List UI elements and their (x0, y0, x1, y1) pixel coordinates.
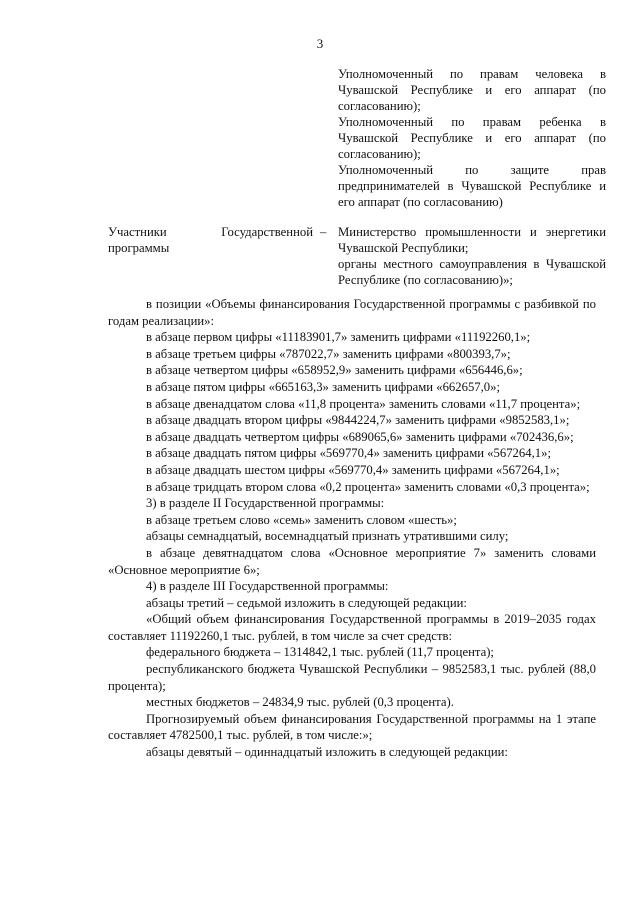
paragraph: в абзаце третьем цифры «787022,7» заменить цифрами «800393,7»; (146, 346, 511, 361)
participants-dash: – (320, 225, 327, 239)
paragraph: в абзаце девятнадцатом слова «Основное мероприятие 7» заменить словами «Основное мероприятие 6»; (108, 545, 596, 577)
paragraph: абзацы семнадцатый, восемнадцатый признать утратившими силу; (146, 529, 509, 544)
paragraph: в абзаце первом цифры «11183901,7» заменить цифрами «11192260,1»; (146, 330, 531, 345)
org-entry-ombudsman-human-rights: Уполномоченный по правам человека в Чувашской Республике и его аппарат (по согласованию); (338, 67, 606, 113)
paragraph: в абзаце двадцать шестом цифры «569770,4» заменить цифрами «567264,1»; (146, 462, 560, 477)
paragraph: в абзаце пятом цифры «665163,3» заменить цифрами «662657,0»; (146, 379, 501, 394)
paragraph: в абзаце двенадцатом слова «11,8 процента» заменить словами «11,7 процента»; (146, 396, 581, 411)
participant-local-government: органы местного самоуправления в Чувашской Республике (по согласованию)»; (338, 257, 606, 287)
paragraph: в абзаце тридцать втором слова «0,2 процента» заменить словами «0,3 процента»; (146, 479, 590, 494)
responsible-executors-block (338, 66, 606, 210)
paragraph: в позиции «Объемы финансирования Государственной программы с разбивкой по годам реализации»: (108, 297, 596, 328)
page-number: 3 (316, 36, 324, 51)
paragraph: «Общий объем финансирования Государственной программы в 2019–2035 годах составляет 11192260,1 тыс. рублей, в том числе за счет средств: (108, 612, 596, 643)
participant-ministry: Министерство промышленности и энергетики Чувашской Республики; (338, 225, 606, 255)
org-entry-ombudsman-child-rights: Уполномоченный по правам ребенка в Чувашской Республике и его аппарат (по согласованию); (338, 115, 606, 161)
amendments-body (108, 296, 596, 761)
paragraph: 4) в разделе III Государственной программы: (146, 579, 389, 594)
paragraph: в абзаце четвертом цифры «658952,9» заменить цифрами «656446,6»; (146, 363, 523, 378)
paragraph: абзацы девятый – одиннадцатый изложить в следующей редакции: (146, 745, 508, 760)
paragraph: в абзаце двадцать четвертом цифры «689065,6» заменить цифрами «702436,6»; (146, 429, 574, 444)
paragraph: в абзаце двадцать пятом цифры «569770,4» заменить цифрами «567264,1»; (146, 446, 551, 461)
paragraph: федерального бюджета – 1314842,1 тыс. рублей (11,7 процента); (146, 645, 494, 660)
participants-label: Участники Государственной программы (108, 225, 313, 255)
participants-values (338, 224, 606, 288)
paragraph: 3) в разделе II Государственной программы: (146, 496, 385, 511)
paragraph: республиканского бюджета Чувашской Республики – 9852583,1 тыс. рублей (88,0 процента); (108, 662, 596, 693)
org-entry-ombudsman-entrepreneurs: Уполномоченный по защите прав предпринимателей в Чувашской Республике и его аппарат (по согласованию) (338, 163, 606, 209)
paragraph: абзацы третий – седьмой изложить в следующей редакции: (146, 595, 467, 610)
paragraph: в абзаце третьем слово «семь» заменить словом «шесть»; (146, 512, 457, 527)
paragraph: Прогнозируемый объем финансирования Государственной программы на 1 этапе составляет 4782500,1 тыс. рублей, в том числе:»; (108, 711, 596, 743)
paragraph: в абзаце двадцать втором цифры «9844224,7» заменить цифрами «9852583,1»; (146, 413, 570, 428)
paragraph: местных бюджетов – 24834,9 тыс. рублей (0,3 процента). (146, 695, 454, 710)
